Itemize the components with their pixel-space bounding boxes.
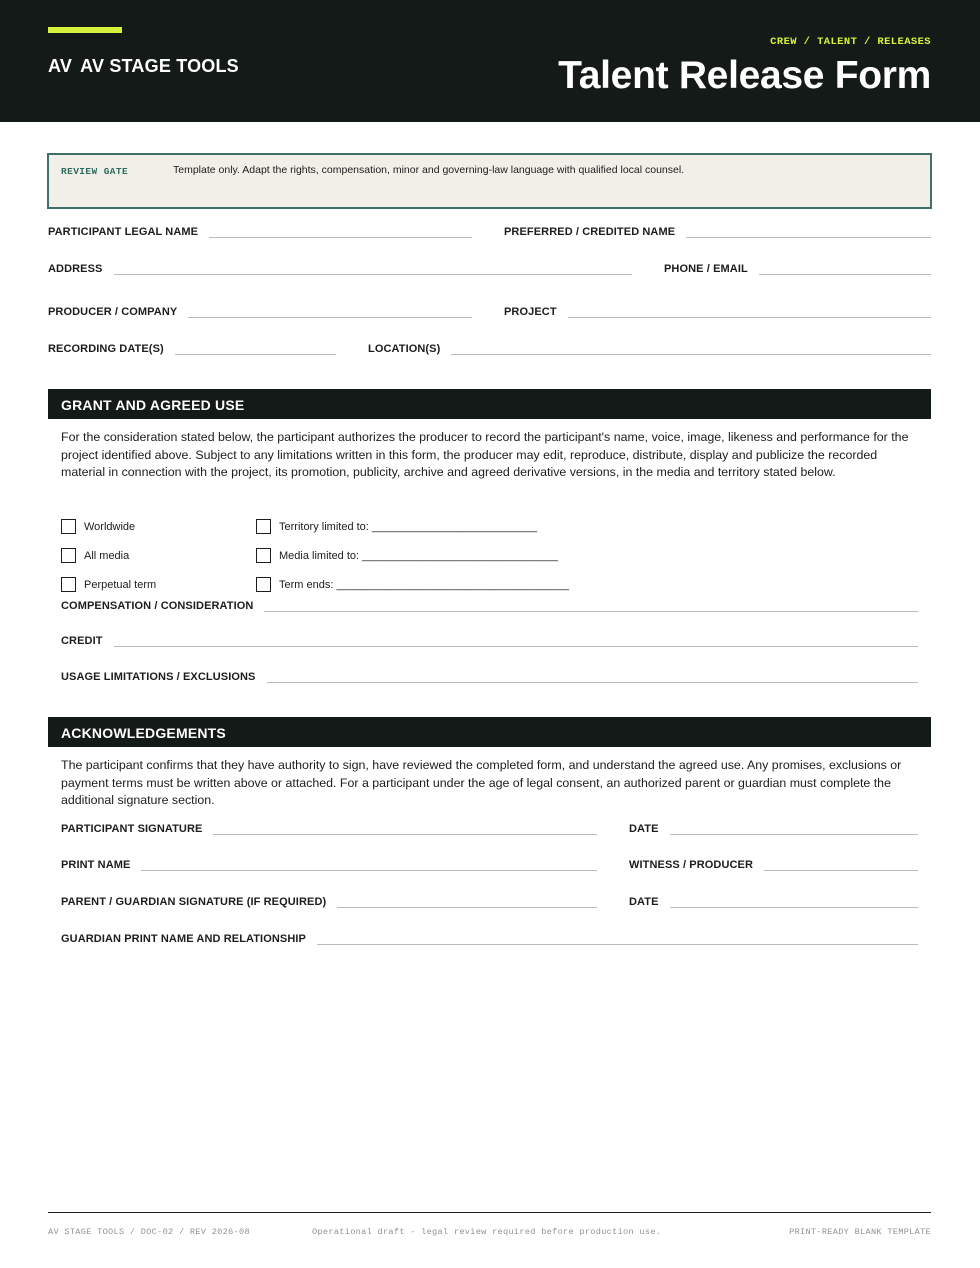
checkbox[interactable] [61, 519, 76, 534]
checkbox[interactable] [61, 577, 76, 592]
worldwide-option[interactable] [61, 519, 135, 534]
compensation-field[interactable] [61, 600, 918, 612]
guardian-date-field[interactable] [629, 896, 918, 908]
field-label: PARENT / GUARDIAN SIGNATURE (IF REQUIRED) [61, 896, 327, 908]
print-name-field[interactable] [61, 859, 597, 871]
fill-line[interactable] [764, 870, 918, 871]
fill-line[interactable] [759, 274, 931, 275]
field-label: PHONE / EMAIL [664, 263, 748, 275]
footer-divider [48, 1212, 931, 1213]
section-heading-text: GRANT AND AGREED USE [61, 397, 245, 413]
checkbox[interactable] [256, 577, 271, 592]
field-label: USAGE LIMITATIONS / EXCLUSIONS [61, 671, 256, 683]
field-label: GUARDIAN PRINT NAME AND RELATIONSHIP [61, 933, 306, 945]
field-label: DATE [629, 823, 659, 835]
footer-status: PRINT-READY BLANK TEMPLATE [789, 1227, 931, 1237]
fill-line[interactable] [670, 834, 918, 835]
project-field[interactable] [504, 306, 931, 318]
phone-email-field[interactable] [664, 263, 931, 275]
fill-line[interactable] [114, 274, 633, 275]
grant-section-heading [48, 389, 931, 419]
grant-paragraph: For the consideration stated below, the participant authorizes the producer to record the participant's name, voice, image, likeness and performance for the project identified above. Subject to any limitations written in this form, the producer may edit, reproduce, distribute, display and publicize the recorded material in connection with the project, its promotion, publicity, archive and agreed derivative versions, in the media and territory stated below. [61, 430, 909, 480]
brand [48, 56, 239, 77]
participant-signature-field[interactable] [61, 823, 597, 835]
territory-limited-option[interactable] [256, 519, 537, 534]
recording-dates-field[interactable] [48, 343, 336, 355]
address-field[interactable] [48, 263, 632, 275]
fill-line[interactable] [188, 317, 472, 318]
review-gate-tag: REVIEW GATE [61, 166, 129, 177]
field-label: ADDRESS [48, 263, 103, 275]
fill-line[interactable] [568, 317, 931, 318]
field-label: DATE [629, 896, 659, 908]
acknowledgements-paragraph: The participant confirms that they have authority to sign, have reviewed the completed form, and understand the agreed use. Any promises, exclusions or payment terms must be written above or attached. For a participant under the age of legal consent, an authorized parent or guardian must complete the additional signature section. [61, 758, 902, 808]
field-label: WITNESS / PRODUCER [629, 859, 754, 871]
field-label: PRINT NAME [61, 859, 131, 871]
fill-line[interactable] [451, 354, 931, 355]
witness-field[interactable] [629, 859, 918, 871]
fill-line[interactable] [209, 237, 472, 238]
checkbox-label: All media [84, 549, 130, 562]
fill-line[interactable] [141, 870, 597, 871]
brand-name: AV STAGE TOOLS [80, 56, 239, 76]
review-gate-text: Template only. Adapt the rights, compensation, minor and governing-law language with qualified local counsel. [173, 164, 685, 176]
all-media-option[interactable] [61, 548, 129, 563]
breadcrumb: CREW / TALENT / RELEASES [770, 36, 931, 48]
guardian-signature-field[interactable] [61, 896, 597, 908]
brand-mark: AV [48, 56, 73, 76]
checkbox[interactable] [256, 519, 271, 534]
fill-line[interactable] [337, 907, 597, 908]
checkbox-label: Term ends: ______________________________________ [279, 578, 569, 591]
fill-line[interactable] [670, 907, 918, 908]
review-gate-notice [47, 153, 932, 209]
credited-name-field[interactable] [504, 226, 931, 238]
fill-line[interactable] [175, 354, 336, 355]
term-ends-option[interactable] [256, 577, 569, 592]
legal-name-field[interactable] [48, 226, 472, 238]
field-label: LOCATION(S) [368, 343, 441, 355]
locations-field[interactable] [368, 343, 931, 355]
checkbox-label: Media limited to: ________________________________ [279, 549, 558, 562]
acknowledgements-section-heading [48, 717, 931, 747]
fill-line[interactable] [264, 611, 918, 612]
fill-line[interactable] [686, 237, 931, 238]
usage-limitations-field[interactable] [61, 671, 918, 683]
field-label: COMPENSATION / CONSIDERATION [61, 600, 254, 612]
perpetual-term-option[interactable] [61, 577, 156, 592]
guardian-print-name-field[interactable] [61, 933, 918, 945]
footer-note: Operational draft - legal review required before production use. [312, 1227, 662, 1237]
producer-field[interactable] [48, 306, 472, 318]
fill-line[interactable] [317, 944, 918, 945]
participant-date-field[interactable] [629, 823, 918, 835]
checkbox[interactable] [61, 548, 76, 563]
field-label: PRODUCER / COMPANY [48, 306, 178, 318]
accent-bar [48, 27, 122, 33]
page-title: Talent Release Form [558, 54, 931, 97]
fill-line[interactable] [267, 682, 919, 683]
checkbox[interactable] [256, 548, 271, 563]
field-label: PREFERRED / CREDITED NAME [504, 226, 676, 238]
checkbox-label: Territory limited to: ___________________________ [279, 520, 538, 533]
field-label: CREDIT [61, 635, 103, 647]
footer-doc-ref: AV STAGE TOOLS / DOC-02 / REV 2026-08 [48, 1227, 250, 1237]
field-label: PARTICIPANT SIGNATURE [61, 823, 203, 835]
section-heading-text: ACKNOWLEDGEMENTS [61, 725, 226, 741]
checkbox-label: Worldwide [84, 520, 136, 533]
checkbox-label: Perpetual term [84, 578, 157, 591]
credit-field[interactable] [61, 635, 918, 647]
fill-line[interactable] [114, 646, 918, 647]
fill-line[interactable] [213, 834, 597, 835]
field-label: PROJECT [504, 306, 557, 318]
field-label: PARTICIPANT LEGAL NAME [48, 226, 199, 238]
page-header [0, 0, 980, 122]
media-limited-option[interactable] [256, 548, 558, 563]
field-label: RECORDING DATE(S) [48, 343, 164, 355]
